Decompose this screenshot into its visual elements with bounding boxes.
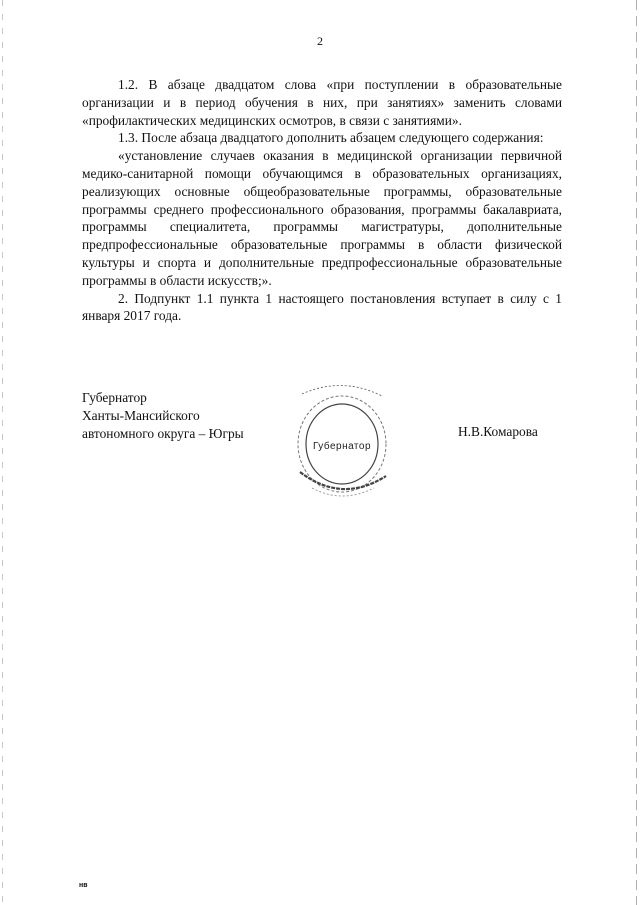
signer-title-line: Ханты-Мансийского — [82, 407, 200, 423]
signature-stamp — [282, 376, 402, 506]
signer-title-line: автономного округа – Югры — [82, 425, 244, 441]
document-body — [82, 76, 562, 325]
paragraph-1-2: 1.2. В абзаце двадцатом слова «при поступлении в образовательные организации и в период обучения в них, при занятиях» заменить словами «профилактических медицинских осмотров, в связи с занятиями». — [82, 77, 562, 128]
paragraph-quote: «установление случаев оказания в медицинской организации первичной медико-санитарной помощи обучающимся в образовательных организациях, реализующих основные общеобразовательные программы, образовательные программы среднего профессионального образования, программы бакалавриата, программы специалитета, программы магистратуры, дополнительные предпрофессиональные образовательные программы в области физической культуры и спорта и дополнительные предпрофессиональные образовательные программы в области искусств;». — [82, 148, 562, 288]
paragraph-1-3: 1.3. После абзаца двадцатого дополнить абзацем следующего содержания: — [118, 130, 544, 146]
left-scan-edge — [2, 0, 3, 905]
page-number: 2 — [317, 34, 323, 48]
signer-title — [82, 389, 244, 442]
right-scan-edge — [636, 0, 637, 905]
footer-code: нв — [79, 882, 88, 889]
stamp-label: Губернатор — [312, 441, 372, 452]
signer-name: Н.В.Комарова — [458, 424, 538, 439]
signer-title-line: Губернатор — [82, 390, 147, 405]
paragraph-2: 2. Подпункт 1.1 пункта 1 настоящего постановления вступает в силу с 1 января 2017 года. — [82, 290, 562, 324]
